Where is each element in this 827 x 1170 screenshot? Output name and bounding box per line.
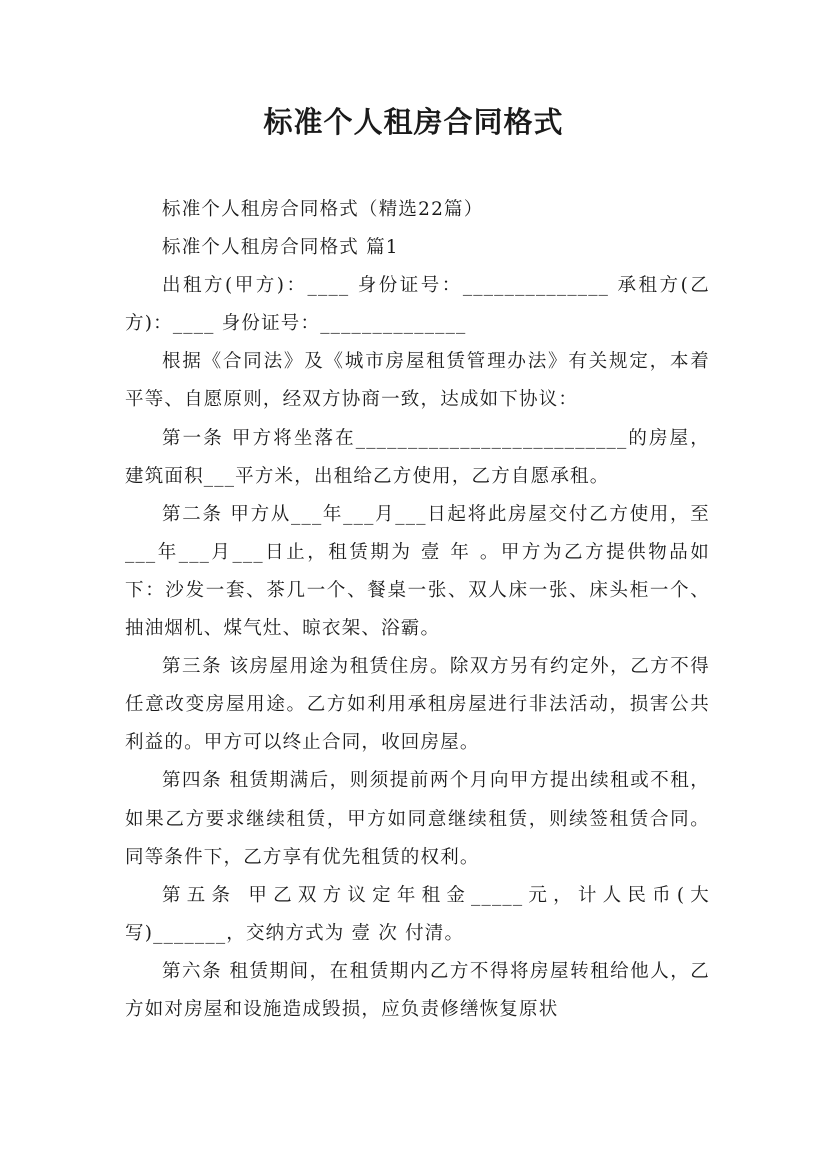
paragraph-article-5: 第五条 甲乙双方议定年租金_____元，计人民币(大写)_______，交纳方式为 壹 次 付清。 — [125, 884, 710, 944]
paragraph-section-heading: 标准个人租房合同格式 篇1 — [162, 237, 399, 259]
paragraph-article-1: 第一条 甲方将坐落在__________________________的房屋，建筑面积___平方米，出租给乙方使用，乙方自愿承租。 — [125, 427, 710, 487]
paragraph-article-6: 第六条 租赁期间，在租赁期内乙方不得将房屋转租给他人，乙方如对房屋和设施造成毁损，应负责修缮恢复原状 — [125, 960, 710, 1020]
paragraph-parties: 出租方(甲方)：____ 身份证号：______________ 承租方(乙方)：____ 身份证号：______________ — [125, 275, 710, 335]
paragraph-article-3: 第三条 该房屋用途为租赁住房。除双方另有约定外，乙方不得任意改变房屋用途。乙方如利用承租房屋进行非法活动，损害公共利益的。甲方可以终止合同，收回房屋。 — [125, 656, 710, 754]
paragraph-article-4: 第四条 租赁期满后，则须提前两个月向甲方提出续租或不租，如果乙方要求继续租赁，甲方如同意继续租赁，则续签租赁合同。同等条件下，乙方享有优先租赁的权利。 — [125, 770, 710, 868]
paragraph-subtitle: 标准个人租房合同格式（精选22篇） — [162, 199, 484, 220]
document-title: 标准个人租房合同格式 — [263, 105, 564, 139]
paragraph-preamble: 根据《合同法》及《城市房屋租赁管理办法》有关规定，本着平等、自愿原则，经双方协商一致，达成如下协议： — [125, 351, 710, 411]
paragraph-article-2: 第二条 甲方从___年___月___日起将此房屋交付乙方使用，至___年___月___日止，租赁期为 壹 年 。甲方为乙方提供物品如下：沙发一套、茶几一个、餐桌一张、双人床一张、床头柜一个、抽油烟机、煤气灶、晾衣架、浴霸。 — [125, 503, 710, 640]
document-body — [125, 191, 710, 1029]
